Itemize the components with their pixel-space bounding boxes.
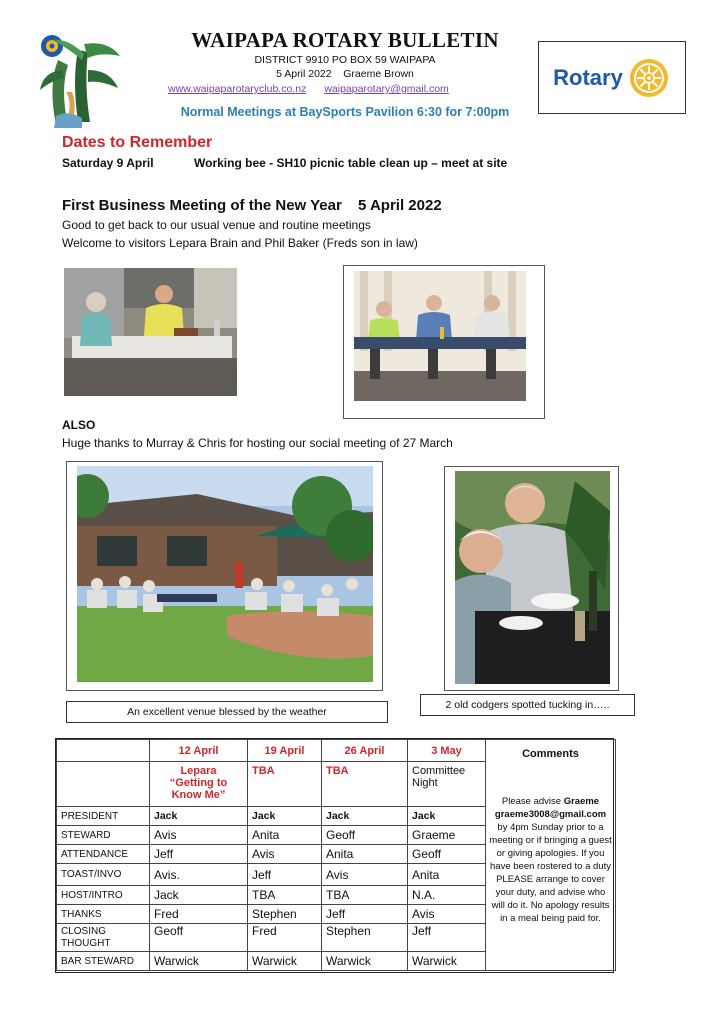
codgers-photo: [455, 471, 610, 684]
rotary-logo-text: Rotary: [553, 64, 623, 90]
roster-topic: Lepara “Getting to Know Me”: [150, 762, 248, 807]
roster-cell: Warwick: [150, 952, 248, 971]
meeting-text-2: Welcome to visitors Lepara Brain and Phil Baker (Freds son in law): [62, 236, 418, 250]
roster-cell: Stephen: [322, 924, 408, 952]
comments-cell: [486, 740, 616, 971]
roster-cell: Avis: [248, 845, 322, 864]
roster-cell: Graeme: [408, 826, 486, 845]
roster-cell: Anita: [322, 845, 408, 864]
roster-cell: Jeff: [408, 924, 486, 952]
roster-cell: Avis: [322, 864, 408, 886]
roster-date: 12 April: [150, 740, 248, 762]
roster-role: STEWARD: [57, 826, 150, 845]
roster-cell: Warwick: [248, 952, 322, 971]
meeting-photo-2: [354, 271, 526, 401]
meeting-text-1: Good to get back to our usual venue and routine meetings: [62, 218, 371, 232]
comments-pre: Please advise: [501, 796, 562, 807]
date-event: Working bee - SH10 picnic table clean up – meet at site: [194, 156, 508, 170]
roster-cell: Avis: [408, 905, 486, 924]
roster-cell: Geoff: [150, 924, 248, 952]
roster-topic: TBA: [248, 762, 322, 807]
email-link[interactable]: waipaparotary@gmail.com: [324, 83, 449, 95]
roster-cell: TBA: [248, 886, 322, 905]
roster-cell: Jack: [248, 807, 322, 826]
roster-cell: Jack: [322, 807, 408, 826]
roster-topic: TBA: [322, 762, 408, 807]
roster-cell: Jeff: [322, 905, 408, 924]
meeting-date: 5 April 2022: [358, 197, 442, 214]
roster-cell: Anita: [408, 864, 486, 886]
roster-cell: Jack: [408, 807, 486, 826]
roster-cell: N.A.: [408, 886, 486, 905]
comments-title: Comments: [522, 748, 579, 760]
also-text: Huge thanks to Murray & Chris for hosting our social meeting of 27 March: [62, 436, 453, 450]
roster-cell: Fred: [150, 905, 248, 924]
roster-cell: Jeff: [248, 864, 322, 886]
codgers-caption: 2 old codgers spotted tucking in…..: [420, 694, 635, 716]
roster-topic: Committee Night: [408, 762, 486, 807]
date-author-line: 5 April 2022 Graeme Brown: [276, 68, 414, 80]
roster-cell: Jack: [150, 807, 248, 826]
club-logo: [38, 30, 122, 130]
roster-role: THANKS: [57, 905, 150, 924]
rotary-logo: [538, 41, 686, 114]
roster-cell: Warwick: [322, 952, 408, 971]
duty-roster: [55, 738, 614, 973]
roster-date: 26 April: [322, 740, 408, 762]
roster-role: BAR STEWARD: [57, 952, 150, 971]
website-link[interactable]: www.waipaparotaryclub.co.nz: [168, 83, 307, 95]
meeting-heading: First Business Meeting of the New Year: [62, 197, 342, 214]
roster-role: TOAST/INVO: [57, 864, 150, 886]
bulletin-title: WAIPAPA ROTARY BULLETIN: [191, 28, 499, 52]
comments-contact: Graeme graeme3008@gmail.com: [494, 796, 607, 820]
roster-cell: Fred: [248, 924, 322, 952]
roster-cell: Warwick: [408, 952, 486, 971]
roster-cell: Avis.: [150, 864, 248, 886]
comments-body: by 4pm Sunday prior to a meeting or if bringing a guest or giving apologies. If you have been rostered to a duty PLEASE arrange to cover your duty, and advise who will do it. No apology results in a meal being paid for.: [489, 822, 612, 924]
venue-photo: [77, 466, 373, 682]
roster-cell: Geoff: [322, 826, 408, 845]
also-heading: ALSO: [62, 418, 96, 432]
roster-cell: TBA: [322, 886, 408, 905]
rotary-wheel-icon: [627, 56, 671, 100]
roster-cell: Jeff: [150, 845, 248, 864]
roster-date: 19 April: [248, 740, 322, 762]
district-line: DISTRICT 9910 PO BOX 59 WAIPAPA: [254, 54, 436, 66]
date-day: Saturday 9 April: [62, 156, 154, 170]
roster-corner: [57, 740, 150, 762]
roster-cell: Avis: [150, 826, 248, 845]
roster-topic-label: [57, 762, 150, 807]
venue-caption: An excellent venue blessed by the weather: [66, 701, 388, 723]
roster-role: ATTENDANCE: [57, 845, 150, 864]
roster-cell: Anita: [248, 826, 322, 845]
contact-links: [160, 83, 490, 95]
roster-role: CLOSING THOUGHT: [57, 924, 150, 952]
roster-date: 3 May: [408, 740, 486, 762]
meeting-info: Normal Meetings at BaySports Pavilion 6:30 for 7:00pm: [180, 105, 510, 119]
roster-role: HOST/INTRO: [57, 886, 150, 905]
roster-role: PRESIDENT: [57, 807, 150, 826]
meeting-photo-1: [64, 268, 237, 396]
roster-cell: Jack: [150, 886, 248, 905]
roster-cell: Geoff: [408, 845, 486, 864]
dates-heading: Dates to Remember: [62, 134, 213, 151]
roster-cell: Stephen: [248, 905, 322, 924]
